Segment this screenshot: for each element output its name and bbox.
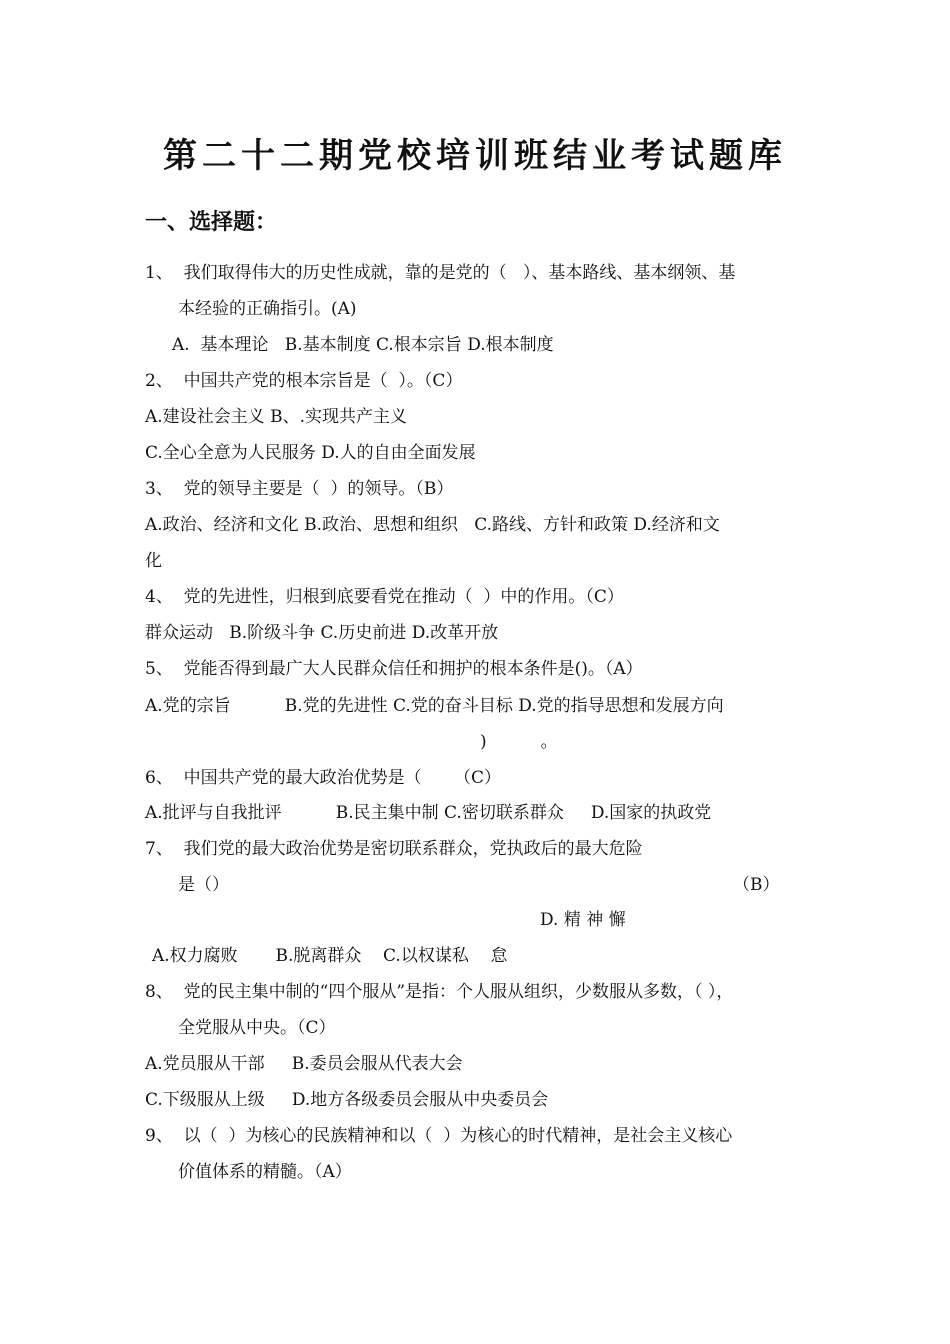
question-9-line-1: 9、 以（ ）为核心的民族精神和以（ ）为核心的时代精神，是社会主义核心 xyxy=(145,1126,733,1146)
question-4: 4、 党的先进性，归根到底要看党在推动（ ）中的作用。（C） xyxy=(145,587,624,607)
question-8-options-1: A.党员服从干部 B.委员会服从代表大会 xyxy=(145,1054,463,1074)
question-5-options: A.党的宗旨 B.党的先进性 C.党的奋斗目标 D.党的指导思想和发展方向 xyxy=(145,696,724,716)
question-7-options: A.权力腐败 B.脱离群众 C.以权谋私 怠 xyxy=(152,946,508,966)
question-1-options: A. 基本理论 B.基本制度 C.根本宗旨 D.根本制度 xyxy=(172,335,554,355)
question-8-line-2: 全党服从中央。（C） xyxy=(178,1018,336,1038)
question-4-options: 群众运动 B.阶级斗争 C.历史前进 D.改革开放 xyxy=(145,623,499,643)
document-title: 第二十二期党校培训班结业考试题库 xyxy=(163,136,787,176)
question-3: 3、 党的领导主要是（ ）的领导。（B） xyxy=(145,479,454,499)
question-8-line-1: 8、 党的民主集中制的“四个服从”是指：个人服从组织，少数服从多数，（ ）， xyxy=(145,982,734,1002)
question-7-option-d: D. 精 神 懈 xyxy=(540,910,626,930)
question-9-line-2: 价值体系的精髓。（A） xyxy=(178,1162,352,1182)
question-1-line-2: 本经验的正确指引。(A) xyxy=(178,299,357,319)
question-3-options-1: A.政治、经济和文化 B.政治、思想和组织 C.路线、方针和政策 D.经济和文 xyxy=(145,515,720,535)
question-1-line-1: 1、 我们取得伟大的历史性成就，靠的是党的（ ）、基本路线、基本纲领、基 xyxy=(145,263,736,283)
question-7-line-2: 是（） xyxy=(178,875,229,895)
question-2: 2、 中国共产党的根本宗旨是（ ）。（C） xyxy=(145,371,463,391)
question-6-options: A.批评与自我批评 B.民主集中制 C.密切联系群众 D.国家的执政党 xyxy=(145,803,712,823)
question-5-fragment: ) 。 xyxy=(480,732,558,752)
question-5: 5、 党能否得到最广大人民群众信任和拥护的根本条件是()。（A） xyxy=(145,659,643,679)
question-3-options-2: 化 xyxy=(145,551,162,571)
question-7-answer: （B） xyxy=(733,875,780,895)
question-2-options-2: C.全心全意为人民服务 D.人的自由全面发展 xyxy=(145,443,476,463)
question-2-options-1: A.建设社会主义 B、.实现共产主义 xyxy=(145,407,407,427)
section-heading-choice: 一、选择题： xyxy=(145,210,278,235)
question-8-options-2: C.下级服从上级 D.地方各级委员会服从中央委员会 xyxy=(145,1090,549,1110)
question-6: 6、 中国共产党的最大政治优势是（ （C） xyxy=(145,768,502,788)
question-7-line-1: 7、 我们党的最大政治优势是密切联系群众，党执政后的最大危险 xyxy=(145,839,643,859)
